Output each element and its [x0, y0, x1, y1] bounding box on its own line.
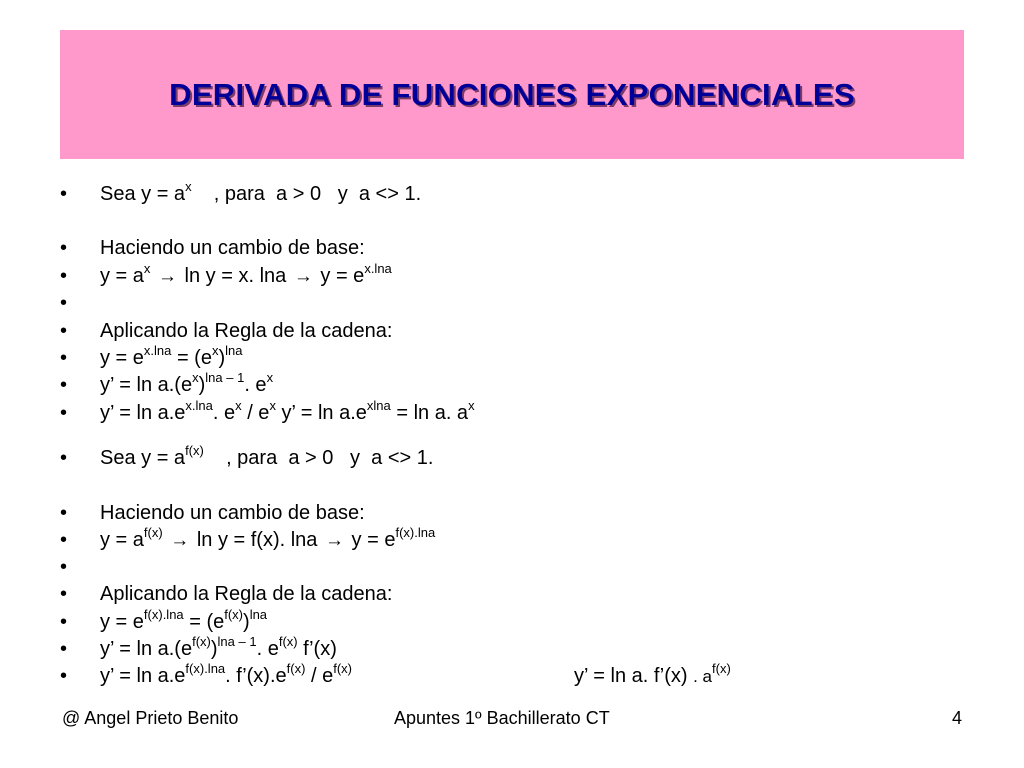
title-banner [60, 30, 964, 159]
line-text: Haciendo un cambio de base: [100, 237, 365, 259]
bullet-marker: • [60, 665, 68, 687]
line-text: Sea $y = a^x$ , para a > 0 y a <> 1. [100, 179, 422, 205]
bullet-marker: • [60, 320, 68, 342]
bullet-marker: • [60, 447, 68, 469]
bullet-marker: • [60, 402, 68, 424]
arrow-right-icon: → [157, 266, 177, 287]
line-text: $y = e^{x.lna} = (e^x)^{lna}$ [100, 343, 243, 369]
bullet-marker: • [60, 529, 68, 551]
arrow-right-icon: → [170, 530, 190, 551]
line-text: $y = a^x \to \ln y = x$. $\ln a \to y = e^{x.lna}$ [100, 261, 392, 287]
page-number: 4 [952, 708, 963, 728]
line-text: Sea $y = a^{f(x)}$ , para a > 0 y a <> 1. [100, 443, 434, 469]
footer-author: @ Angel Prieto Benito [62, 708, 239, 728]
bullet-marker: • [60, 265, 68, 287]
slide-title: DERIVADA DE FUNCIONES EXPONENCIALES [169, 76, 855, 112]
line-text: y’ = $\ln a.e^{x.lna}$. $e^x / e^x$ y’ = $\ln a.e^{xlna} = \ln a$. $a^x$ [100, 398, 475, 424]
arrow-right-icon: → [293, 266, 313, 287]
line-text: Aplicando la Regla de la cadena: [100, 583, 393, 605]
bullet-marker: • [60, 292, 68, 314]
line-text: y’ = $\ln a.e^{f(x).lna}$. $f’(x).e^{f(x)} / e^{f(x)}$ [100, 661, 352, 687]
line-text: $y = e^{f(x).lna} = (e^{f(x)})^{lna}$ [100, 607, 268, 633]
line-text: $y = a^{f(x)} \to \ln y = f(x)$. $\ln a \to y = e^{f(x).lna}$ [100, 525, 436, 551]
bullet-marker: • [60, 502, 68, 524]
result-formula: y’ = ln a. f’(x) . $a^{f(x)}$ [574, 661, 731, 687]
line-text: y’ = $\ln a.(e^x)^{lna - 1}$. $e^x$ [100, 370, 274, 396]
bullet-marker: • [60, 347, 68, 369]
bullet-marker: • [60, 374, 68, 396]
bullet-marker: • [60, 611, 68, 633]
bullet-marker: • [60, 237, 68, 259]
bullet-marker: • [60, 556, 68, 578]
line-text: Aplicando la Regla de la cadena: [100, 320, 393, 342]
arrow-right-icon: → [324, 530, 344, 551]
line-text: y’ = $\ln a.(e^{f(x)})^{lna - 1}$. $e^{f(x)}$ f’(x) [100, 634, 337, 660]
bullet-marker: • [60, 583, 68, 605]
footer-course: Apuntes 1º Bachillerato CT [394, 708, 610, 728]
line-text: Haciendo un cambio de base: [100, 502, 365, 524]
bullet-marker: • [60, 638, 68, 660]
bullet-marker: • [60, 183, 68, 205]
